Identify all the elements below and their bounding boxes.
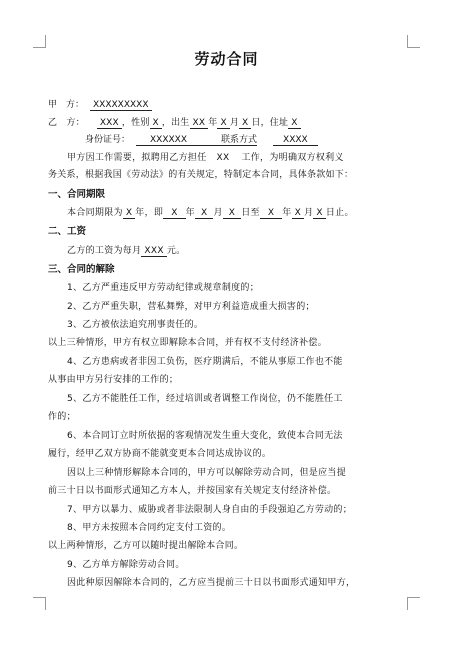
address-value: X	[288, 118, 300, 129]
clause-2: 2、乙方严重失职，营私舞弊，对甲方利益造成重大损害的；	[67, 302, 315, 312]
year-char: 年	[208, 118, 218, 128]
term-text-f: 年	[282, 208, 292, 218]
crop-mark-top-right	[407, 35, 420, 48]
clause-summary-2-line-1: 因以上三种情形解除本合同的，甲方可以解除劳动合同，但是应当提	[67, 468, 347, 478]
term-text-g: 月	[304, 208, 314, 218]
party-b-label: 乙 方：	[48, 118, 85, 128]
party-b-line	[48, 117, 301, 129]
contact-value: XXXX	[273, 135, 318, 146]
clause-6-line-2: 履行，经甲乙双方协商不能就变更本合同达成协议的。	[48, 449, 272, 459]
party-a-label: 甲 方：	[48, 100, 85, 110]
birth-year: XX	[190, 118, 209, 129]
section-1-heading: 一、合同期限	[48, 189, 106, 200]
clause-3: 3、乙方被依法追究刑事责任的。	[67, 320, 204, 330]
intro-text-a: 甲方因工作需要，拟聘用乙方担任	[67, 153, 207, 163]
month-char: 月	[229, 118, 240, 128]
clause-5-line-2: 作的；	[48, 412, 76, 422]
term-text-e: 日至	[241, 208, 260, 218]
clause-8: 8、甲方未按照本合同约定支付工资的。	[67, 523, 232, 533]
salary-amount: XXX	[141, 246, 166, 257]
salary-line	[67, 245, 185, 257]
term-text-c: 年	[185, 208, 195, 218]
clause-1: 1、乙方严重违反甲方劳动纪律或规章制度的；	[67, 283, 260, 293]
section-3-heading: 三、合同的解除	[48, 264, 115, 275]
document-title: 劳动合同	[194, 50, 259, 68]
id-line	[85, 134, 318, 146]
end-month: X	[292, 208, 304, 219]
clause-summary-1: 以上三种情形，甲方有权立即解除本合同，并有权不支付经济补偿。	[48, 338, 328, 348]
gender-value: X	[150, 118, 162, 129]
intro-text-c: 工作，为明确双方权利义	[241, 153, 344, 163]
clause-5-line-1: 5、乙方不能胜任工作，经过培训或者调整工作岗位，仍不能胜任工	[67, 394, 343, 404]
intro-position: XX	[216, 153, 230, 163]
id-value: XXXXXX	[136, 135, 201, 146]
term-text-b: 年，即	[135, 208, 164, 218]
contract-term-line	[67, 207, 354, 219]
gender-label: ，性别	[121, 118, 150, 128]
address-label: 日，住址	[251, 118, 289, 128]
party-a-value: XXXXXXXXX	[90, 100, 152, 111]
crop-mark-top-left	[33, 35, 46, 48]
clause-4-line-2: 从事由甲方另行安排的工作的；	[48, 375, 179, 385]
crop-mark-bottom-left	[33, 597, 46, 610]
salary-text-a: 乙方的工资为每月	[67, 246, 142, 256]
clause-summary-2-line-2: 前三十日以书面形式通知乙方本人，并按国家有关规定支付经济补偿。	[48, 486, 337, 496]
term-text-h: 日止。	[325, 208, 354, 218]
birth-label: ，出生	[161, 118, 190, 128]
start-day: X	[223, 208, 241, 219]
intro-line-2: 务关系，根据我国《劳动法》的有关规定，特制定本合同，具体条款如下：	[48, 170, 354, 180]
intro-line-1	[67, 152, 344, 164]
party-b-name: XXX	[97, 118, 122, 129]
term-years: X	[123, 208, 135, 219]
end-year: X	[260, 208, 282, 219]
end-day: X	[313, 208, 325, 219]
term-text-d: 月	[213, 208, 223, 218]
contact-label: 联系方式	[201, 135, 257, 146]
term-text-a: 本合同期限为	[67, 208, 123, 218]
clause-9: 9、乙方单方解除劳动合同。	[67, 560, 185, 570]
birth-month: X	[217, 118, 229, 129]
start-year: X	[163, 208, 185, 219]
id-label: 身份证号：	[85, 135, 131, 145]
section-2-heading: 二、工资	[48, 226, 87, 237]
clause-9-detail: 因此种原因解除本合同的，乙方应当提前三十日以书面形式通知甲方，	[67, 578, 356, 588]
clause-6-line-1: 6、本合同订立时所依据的客观情况发生重大变化，致使本合同无法	[67, 431, 343, 441]
salary-text-b: 元。	[166, 246, 186, 256]
crop-mark-bottom-right	[407, 597, 420, 610]
start-month: X	[195, 208, 213, 219]
clause-summary-3: 以上两种情形，乙方可以随时提出解除本合同。	[48, 541, 244, 551]
party-a-line	[48, 99, 152, 111]
clause-7: 7、甲方以暴力、威胁或者非法限制人身自由的手段强迫乙方劳动的；	[67, 505, 353, 515]
clause-4-line-1: 4、乙方患病或者非因工负伤，医疗期满后，不能从事原工作也不能	[67, 357, 343, 367]
birth-day: X	[239, 118, 251, 129]
